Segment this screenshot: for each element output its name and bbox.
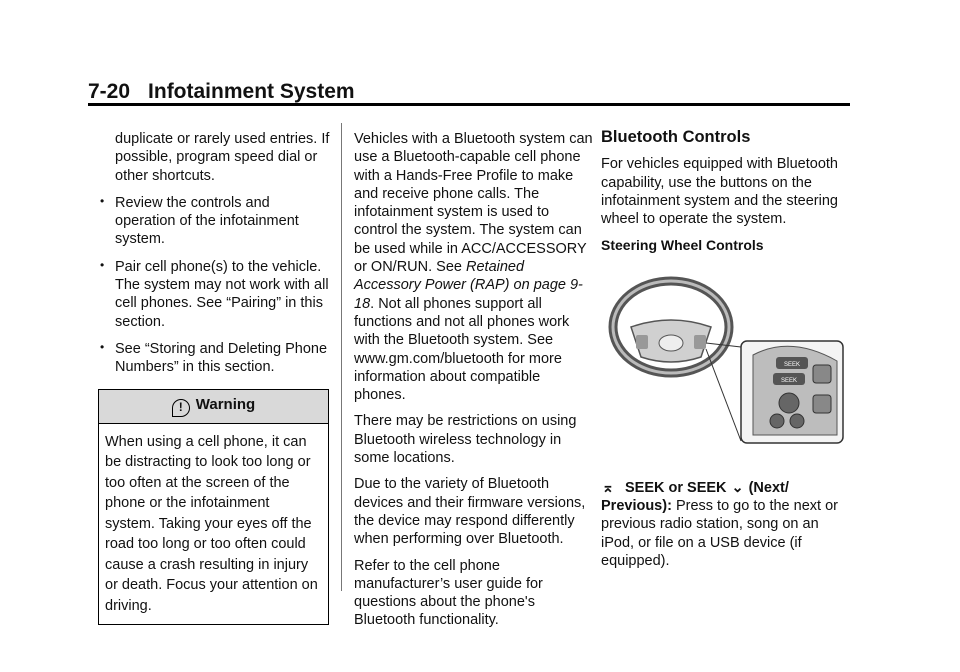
volume-up-button [813, 365, 831, 383]
phone-button [770, 414, 784, 428]
section-title: Infotainment System [148, 80, 355, 103]
variety-paragraph: Due to the variety of Bluetooth devices and their firmware versions, the device may respond differently when performing over Bluetooth. [354, 476, 586, 548]
page-number: 7-20 [88, 80, 131, 103]
controls-paragraph: For vehicles equipped with Bluetooth capability, use the buttons on the infotainment system and the steering wheel to operate the system. [601, 156, 838, 228]
paragraph-text: . Not all phones support all functions and not all phones work with the Bluetooth system. See www.gm.com/bluetooth for more information about compatible phones. [354, 295, 570, 404]
column-3 [601, 130, 851, 578]
seek-down-icon: ⌄ [731, 479, 744, 496]
left-control-pad [636, 335, 648, 349]
section-heading: Bluetooth Controls [601, 128, 751, 146]
header-rule [88, 103, 850, 106]
page-header [88, 80, 355, 104]
caption-label: (Next/ Previous): [601, 479, 789, 515]
bullet-text: See “Storing and Deleting Phone Numbers” in this section. [115, 340, 328, 376]
bullet-icon: • [100, 339, 105, 354]
seek-up-label: SEEK [783, 361, 801, 368]
wheel-emblem [659, 335, 683, 351]
refer-paragraph: Refer to the cell phone manufacturer’s user guide for questions about the phone's Bluetooth functionality. [354, 557, 543, 629]
callout-line [706, 349, 741, 441]
steering-wheel-figure [601, 265, 851, 465]
bullet-icon: • [100, 193, 105, 208]
bullet-item [98, 194, 333, 249]
bullet-text: Pair cell phone(s) to the vehicle. The system may not work with all cell phones. See “Pairing” in this section. [115, 258, 329, 330]
subheading: Steering Wheel Controls [601, 237, 764, 254]
mute-button [790, 414, 804, 428]
seek-up-icon: ⌅ [601, 479, 615, 496]
cross-reference: Retained Accessory Power (RAP) on page 9-18 [354, 259, 583, 312]
warning-title: Warning [195, 395, 256, 413]
column-2 [354, 130, 594, 638]
bullet-text: Review the controls and operation of the infotainment system. [115, 194, 299, 248]
bullet-icon: • [100, 257, 105, 272]
steering-wheel-illustration [601, 265, 851, 465]
bluetooth-intro-paragraph [354, 130, 594, 404]
bullet-item [98, 258, 333, 331]
restrictions-paragraph: There may be restrictions on using Bluetooth wireless technology in some locations. [354, 413, 577, 467]
seek-down-label: SEEK [780, 377, 798, 384]
paragraph-text: Vehicles with a Bluetooth system can use a Bluetooth-capable cell phone with a Hands-Free Profile to make and receive phone calls. The infotainment system is used to control the system. The system can be used while in ACC/ACCESSORY or ON/RUN. See [354, 131, 593, 276]
right-control-pad [694, 335, 706, 349]
volume-down-button [813, 395, 831, 413]
warning-icon: ! [172, 399, 190, 417]
column-divider [341, 123, 342, 591]
caption-text: Press to go to the next or previous radio station, song on an iPod, or file on a USB device (if equipped). [601, 498, 838, 569]
warning-box [98, 389, 329, 626]
warning-header [99, 390, 328, 424]
bullet-item [98, 340, 333, 377]
column-1 [98, 130, 333, 625]
warning-body: When using a cell phone, it can be distracting to look too long or too often at the screen of the phone or the infotainment system. Taking your eyes off the road too long or too often could cause a crash resulting in injury or death. Focus your attention on driving. [105, 433, 318, 614]
intro-paragraph: duplicate or rarely used entries. If possible, program speed dial or other shortcuts. [115, 131, 330, 184]
caption-label: SEEK or SEEK [625, 479, 727, 496]
voice-button [779, 393, 799, 413]
seek-caption [601, 479, 851, 570]
